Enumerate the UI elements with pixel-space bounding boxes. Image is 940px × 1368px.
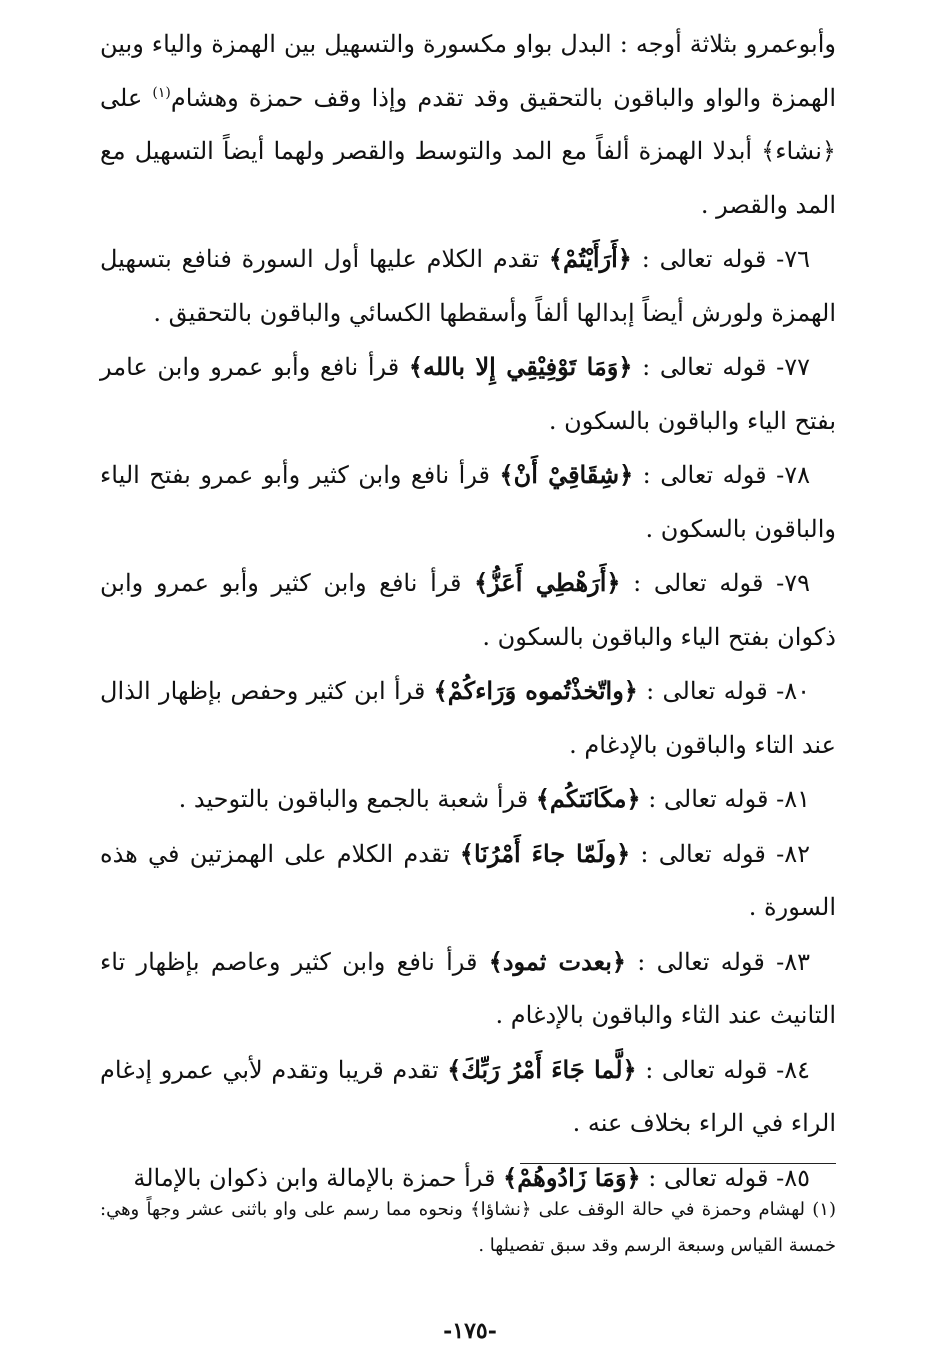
intro-text: وأبوعمرو بثلاثة أوجه : البدل بواو مكسورة والتسهيل بين الهمزة والياء وبين الهمزة والواو والباقون بالتحقيق وقد تقدم وإذا وقف حمزة وهشام xyxy=(100,30,836,112)
entry-text: قرأ ابن كثير وحفص بإظهار الذال عند التاء والباقون بالإدغام . xyxy=(100,677,836,759)
entry-text: تقدم قريبا وتقدم لأبي عمرو إدغام الراء في الراء بخلاف عنه . xyxy=(100,1055,836,1137)
entry-number: ٨٤- xyxy=(776,1055,810,1084)
quran-phrase: ﴿وَمَا تَوْفِيْقِي إِلا بالله﴾ xyxy=(408,352,633,381)
quran-phrase: ﴿واتّخذْتُموه وَرَاءكُمْ﴾ xyxy=(433,676,638,705)
footnote-marker: (١) xyxy=(812,1199,836,1220)
quran-phrase: ﴿أَرَهْطِي أَعَزُّ﴾ xyxy=(474,568,621,597)
entry-lead: قوله تعالى : xyxy=(633,569,764,597)
entry-text: قرأ شعبة بالجمع والباقون بالتوحيد . xyxy=(178,785,529,813)
entry-76 xyxy=(100,232,836,340)
footnote-separator xyxy=(520,1163,836,1164)
entry-text: قرأ نافع وابن كثير وأبو عمرو وابن ذكوان بفتح الياء والباقون بالسكون . xyxy=(100,569,836,651)
entry-82 xyxy=(100,827,836,935)
quran-phrase: ﴿لَّما جَاءَ أَمْرُ رَبِّكَ﴾ xyxy=(447,1054,637,1084)
entry-77 xyxy=(100,340,836,448)
quran-phrase: ﴿أَرَأَيْتُمْ﴾ xyxy=(548,244,632,273)
entry-number: ٨٥- xyxy=(776,1163,810,1192)
entry-79 xyxy=(100,556,836,664)
entry-lead: قوله تعالى : xyxy=(641,245,767,273)
entry-text: قرأ نافع وأبو عمرو وابن عامر بفتح الياء والباقون بالسكون . xyxy=(100,353,836,435)
entry-number: ٨٣- xyxy=(776,947,811,976)
entry-lead: قوله تعالى : xyxy=(648,785,769,813)
quran-phrase: ﴿بعدت ثمود﴾ xyxy=(488,946,626,976)
page-body xyxy=(100,18,836,1205)
entry-lead: قوله تعالى : xyxy=(645,1055,768,1084)
quran-phrase: ﴿ولَمّا جاءَ أَمْرُنَا﴾ xyxy=(459,838,631,868)
entry-lead: قوله تعالى : xyxy=(642,353,767,381)
footnote-reference: (١) xyxy=(152,84,171,101)
entry-text: تقدم الكلام على الهمزتين في هذه السورة . xyxy=(100,839,836,921)
entry-number: ٨٢- xyxy=(776,839,810,868)
entry-number: ٧٦- xyxy=(776,245,811,273)
entry-number: ٧٩- xyxy=(776,569,810,597)
entry-lead: قوله تعالى : xyxy=(642,461,767,489)
footnote xyxy=(100,1192,836,1264)
entry-84 xyxy=(100,1043,836,1151)
entry-80 xyxy=(100,664,836,772)
entry-text: تقدم الكلام عليها أول السورة فنافع بتسهيل الهمزة ولورش أيضاً إبدالها ألفاً وأسقطها الكسائي والباقون بالتحقيق . xyxy=(100,245,836,327)
footnote-text: لهشام وحمزة في حالة الوقف على ﴿نشاؤا﴾ ونحوه مما رسم على واو باثنى عشر وجهاً وهي: خمسة القياس وسبعة الرسم وقد سبق تفصيلها . xyxy=(100,1199,836,1256)
entry-number: ٨١- xyxy=(776,785,810,813)
intro-text-tail: على ﴿نشاء﴾ أبدلا الهمزة ألفاً مع المد والتوسط والقصر ولهما أيضاً التسهيل مع المد والقصر . xyxy=(100,83,836,219)
entry-lead: قوله تعالى : xyxy=(648,1163,769,1192)
entry-number: ٨٠- xyxy=(776,677,810,705)
entry-text: قرأ نافع وابن كثير وأبو عمرو بفتح الياء والباقون بالسكون . xyxy=(100,461,836,543)
entry-78 xyxy=(100,448,836,556)
entry-text: قرأ حمزة بالإمالة وابن ذكوان بالإمالة xyxy=(133,1163,496,1192)
quran-phrase: ﴿شِقَاقِيْ أَنْ﴾ xyxy=(499,460,634,489)
quran-phrase: ﴿مكَانَتكُم﴾ xyxy=(535,784,641,813)
entry-number: ٧٧- xyxy=(776,353,810,381)
entry-83 xyxy=(100,935,836,1043)
entry-lead: قوله تعالى : xyxy=(640,839,766,868)
intro-paragraph xyxy=(100,18,836,232)
entry-number: ٧٨- xyxy=(776,461,810,489)
entry-lead: قوله تعالى : xyxy=(646,677,768,705)
entry-81 xyxy=(100,772,836,827)
page-number: -١٧٥- xyxy=(443,1318,497,1344)
entry-text: قرأ نافع وابن كثير وعاصم بإظهار تاء التانيث عند الثاء والباقون بالإدغام . xyxy=(100,947,836,1029)
entry-lead: قوله تعالى : xyxy=(637,947,765,976)
quran-phrase: ﴿وَمَا زَادُوهُمْ﴾ xyxy=(503,1162,641,1192)
